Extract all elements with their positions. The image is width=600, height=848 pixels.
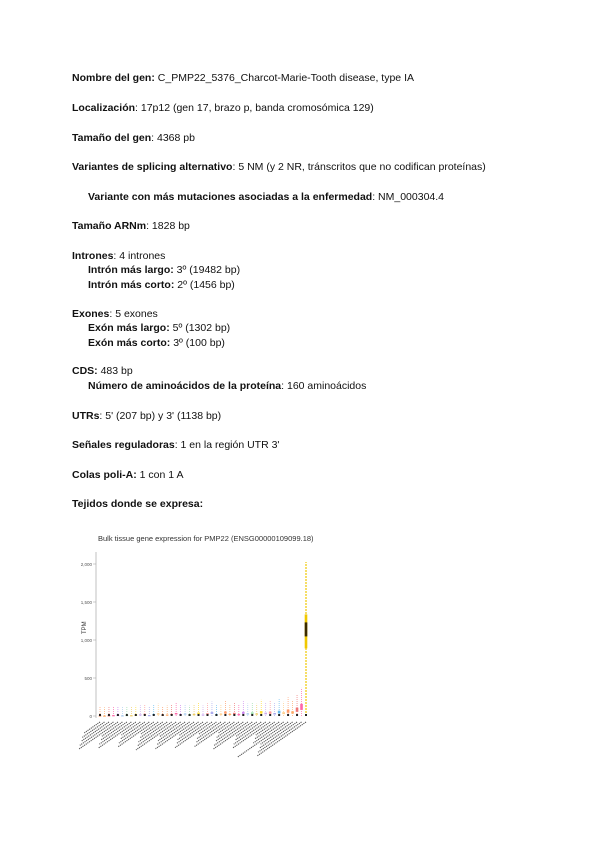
x-tick-label [214, 722, 248, 745]
mrna-size-value: : 1828 bp [146, 220, 190, 232]
expression-box [220, 704, 223, 716]
utrs-value: : 5' (207 bp) y 3' (1138 bp) [99, 410, 222, 422]
x-tick-label [195, 722, 230, 747]
expression-box [291, 700, 294, 716]
exon-longest-row [88, 322, 230, 335]
y-tick-label: 1,500 [80, 600, 92, 605]
x-tick-label [217, 722, 239, 737]
expression-box [224, 700, 227, 716]
y-tick-label: 0 [89, 714, 92, 719]
mrna-size-row [72, 220, 190, 233]
amino-acids-row [88, 380, 366, 393]
x-tick-label [256, 722, 275, 735]
expression-box [269, 701, 272, 716]
chart-ylabel: TPM [82, 621, 88, 634]
expression-box [255, 704, 258, 716]
expression-box [242, 701, 245, 716]
expression-box [139, 705, 142, 716]
gene-size-value: : 4368 pb [151, 132, 195, 144]
expression-box [251, 702, 254, 716]
expression-box [166, 705, 169, 716]
expression-box [211, 701, 214, 716]
intron-shortest-row [88, 279, 235, 292]
intron-shortest-value: 2º (1456 bp) [174, 279, 235, 291]
cds-row [72, 365, 133, 378]
gene-name-value: C_PMP22_5376_Charcot-Marie-Tooth disease, type IA [157, 72, 414, 84]
regulatory-signals-value: : 1 en la región UTR 3' [174, 439, 280, 451]
expression-chart [78, 528, 378, 793]
gene-size-label: Tamaño del gen [72, 132, 152, 144]
expression-box [246, 703, 249, 716]
amino-acids-value: : 160 aminoácidos [281, 380, 367, 392]
expression-box [193, 705, 196, 716]
expression-box [143, 704, 146, 716]
expression-box [112, 706, 115, 716]
exons-value: : 5 exones [109, 308, 158, 320]
expression-box [121, 707, 124, 717]
cds-label: CDS: [72, 365, 98, 377]
x-tick-label [137, 722, 171, 746]
regulatory-signals-row [72, 439, 279, 452]
expression-box [184, 704, 187, 716]
main-variant-label: Variante con más mutaciones asociadas a la enfermedad [88, 191, 373, 203]
expression-box [170, 704, 173, 716]
location-label: Localización [72, 102, 136, 114]
exons-row [72, 308, 158, 321]
expression-box [108, 707, 111, 717]
polya-value: 1 con 1 A [136, 469, 184, 481]
expression-box [197, 702, 200, 716]
expression-box [273, 703, 276, 716]
location-row [72, 102, 374, 115]
expression-box [238, 705, 241, 716]
splice-variants-value: : 5 NM (y 2 NR, tránscritos que no codifican proteínas) [232, 161, 486, 173]
x-tick-label [121, 722, 140, 735]
expression-box [202, 705, 205, 716]
exons-label: Exones [72, 308, 110, 320]
exon-longest-value: 5º (1302 bp) [169, 322, 231, 334]
x-tick-label [253, 722, 283, 743]
splice-variants-label: Variantes de splicing alternativo [72, 161, 233, 173]
splice-variants-row [72, 161, 486, 174]
intron-longest-row [88, 264, 240, 277]
expression-box [175, 703, 178, 716]
main-variant-row [88, 191, 444, 204]
x-tick-label [261, 722, 293, 744]
x-tick-label [82, 722, 104, 737]
expression-box [130, 707, 133, 717]
introns-row [72, 250, 165, 263]
expression-box [179, 705, 182, 716]
expression-box [215, 705, 218, 716]
utrs-row [72, 410, 221, 423]
expression-box [152, 705, 155, 716]
exon-shortest-label: Exón más corto: [88, 337, 171, 349]
intron-longest-label: Intrón más largo: [88, 264, 174, 276]
x-tick-label [119, 722, 149, 743]
utrs-label: UTRs [72, 410, 100, 422]
introns-label: Intrones [72, 250, 114, 262]
expression-box [99, 707, 102, 717]
expression-box [305, 562, 308, 716]
expression-box [161, 706, 164, 716]
x-tick-label [218, 722, 234, 733]
y-tick-label: 2,000 [80, 562, 92, 567]
expression-box [206, 703, 209, 716]
tissues-label: Tejidos donde se expresa: [72, 498, 204, 510]
regulatory-signals-label: Señales reguladoras [72, 439, 175, 451]
gene-name-label: Nombre del gen: [72, 72, 155, 84]
mrna-size-label: Tamaño ARNm [72, 220, 147, 232]
x-tick-label [84, 722, 100, 733]
x-tick-label [196, 722, 226, 743]
x-tick-label [159, 722, 180, 737]
amino-acids-label: Número de aminoácidos de la proteína [88, 380, 282, 392]
intron-longest-value: 3º (19482 bp) [173, 264, 241, 276]
x-tick-label [141, 722, 158, 734]
expression-box [278, 699, 281, 716]
expression-box [300, 688, 303, 716]
tissues-row [72, 498, 203, 511]
expression-box [117, 706, 120, 716]
cds-value: 483 bp [97, 365, 133, 377]
polya-label: Colas poli-A: [72, 469, 137, 481]
location-value: : 17p12 (gen 17, brazo p, banda cromosómica 129) [135, 102, 374, 114]
expression-box [233, 703, 236, 716]
exon-shortest-row [88, 337, 225, 350]
expression-box [282, 702, 285, 716]
expression-box [264, 702, 267, 716]
x-tick-label [138, 722, 167, 742]
expression-box [148, 706, 151, 716]
expression-box [157, 704, 160, 716]
gene-size-row [72, 132, 195, 145]
polya-row [72, 469, 183, 482]
chart-title: Bulk tissue gene expression for PMP22 (ENSG00000109099.18) [98, 534, 314, 543]
intron-shortest-label: Intrón más corto: [88, 279, 175, 291]
expression-box [287, 697, 290, 716]
exon-longest-label: Exón más largo: [88, 322, 170, 334]
introns-value: : 4 intrones [113, 250, 166, 262]
expression-box [229, 704, 232, 716]
expression-box [135, 706, 138, 716]
y-tick-label: 1,000 [80, 638, 92, 643]
gene-name-row [72, 72, 414, 85]
exon-shortest-value: 3º (100 bp) [170, 337, 225, 349]
expression-box [103, 707, 106, 717]
expression-box [296, 694, 299, 716]
main-variant-value: : NM_000304.4 [372, 191, 445, 203]
expression-box [188, 706, 191, 716]
x-tick-label [80, 722, 114, 745]
expression-box [126, 706, 129, 716]
expression-box [260, 700, 263, 716]
y-tick-label: 500 [84, 676, 92, 681]
